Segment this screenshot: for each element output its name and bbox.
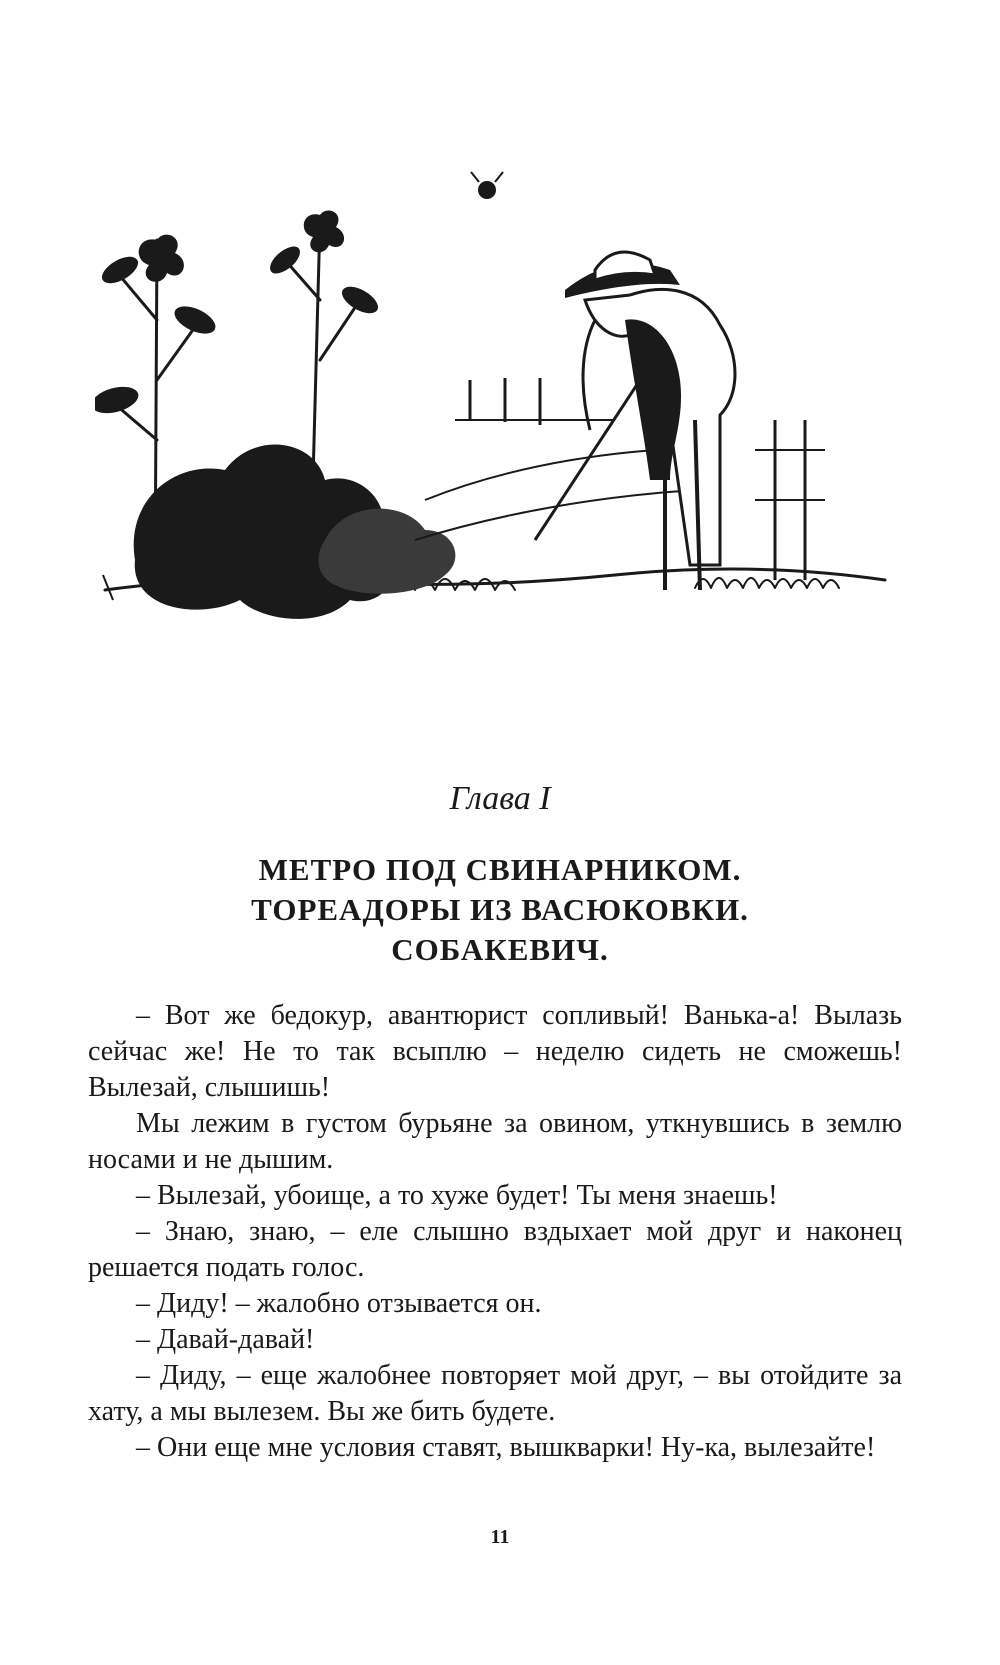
leaf bbox=[98, 251, 143, 288]
paragraph: – Вылезай, убоище, а то хуже будет! Ты меня знаешь! bbox=[136, 1180, 778, 1211]
leaf bbox=[170, 301, 219, 340]
chapter-illustration bbox=[95, 120, 895, 640]
leaf bbox=[95, 382, 141, 418]
flower-head bbox=[139, 235, 184, 282]
chapter-label: Глава I bbox=[449, 780, 551, 817]
leaf bbox=[265, 242, 304, 279]
paragraph: Мы лежим в густом бурьяне за овином, уткнувшись в землю носами и не дышим. bbox=[88, 1108, 902, 1175]
paragraph: – Знаю, знаю, – еле слышно вздыхает мой друг и наконец решается подать голос. bbox=[88, 1216, 902, 1283]
paragraph: – Давай-давай! bbox=[136, 1324, 315, 1355]
paragraph: – Диду, – еще жалобнее повторяет мой друг, – вы отойдите за хату, а мы вылезем. Вы же бить будете. bbox=[88, 1360, 902, 1427]
leaf bbox=[338, 281, 383, 318]
chapter-title-line: МЕТРО ПОД СВИНАРНИКОМ. bbox=[258, 852, 742, 887]
chapter-title-line: СОБАКЕВИЧ. bbox=[391, 932, 609, 967]
flower-head bbox=[304, 211, 344, 253]
paragraph: – Они еще мне условия ставят, вышкварки! Ну-ка, вылезайте! bbox=[136, 1432, 876, 1463]
page-number: 11 bbox=[490, 1526, 510, 1548]
paragraph: – Диду! – жалобно отзывается он. bbox=[136, 1288, 542, 1319]
chapter-title-line: ТОРЕАДОРЫ ИЗ ВАСЮКОВКИ. bbox=[251, 892, 749, 927]
paragraph: – Вот же бедокур, авантюрист сопливый! Ванька-а! Вылазь сейчас же! Не то так всыплю – неделю сидеть не сможешь! Вылезай, слышишь! bbox=[88, 1000, 902, 1103]
body-text bbox=[88, 998, 902, 1466]
bee bbox=[478, 181, 496, 199]
chapter-title bbox=[0, 850, 1000, 970]
